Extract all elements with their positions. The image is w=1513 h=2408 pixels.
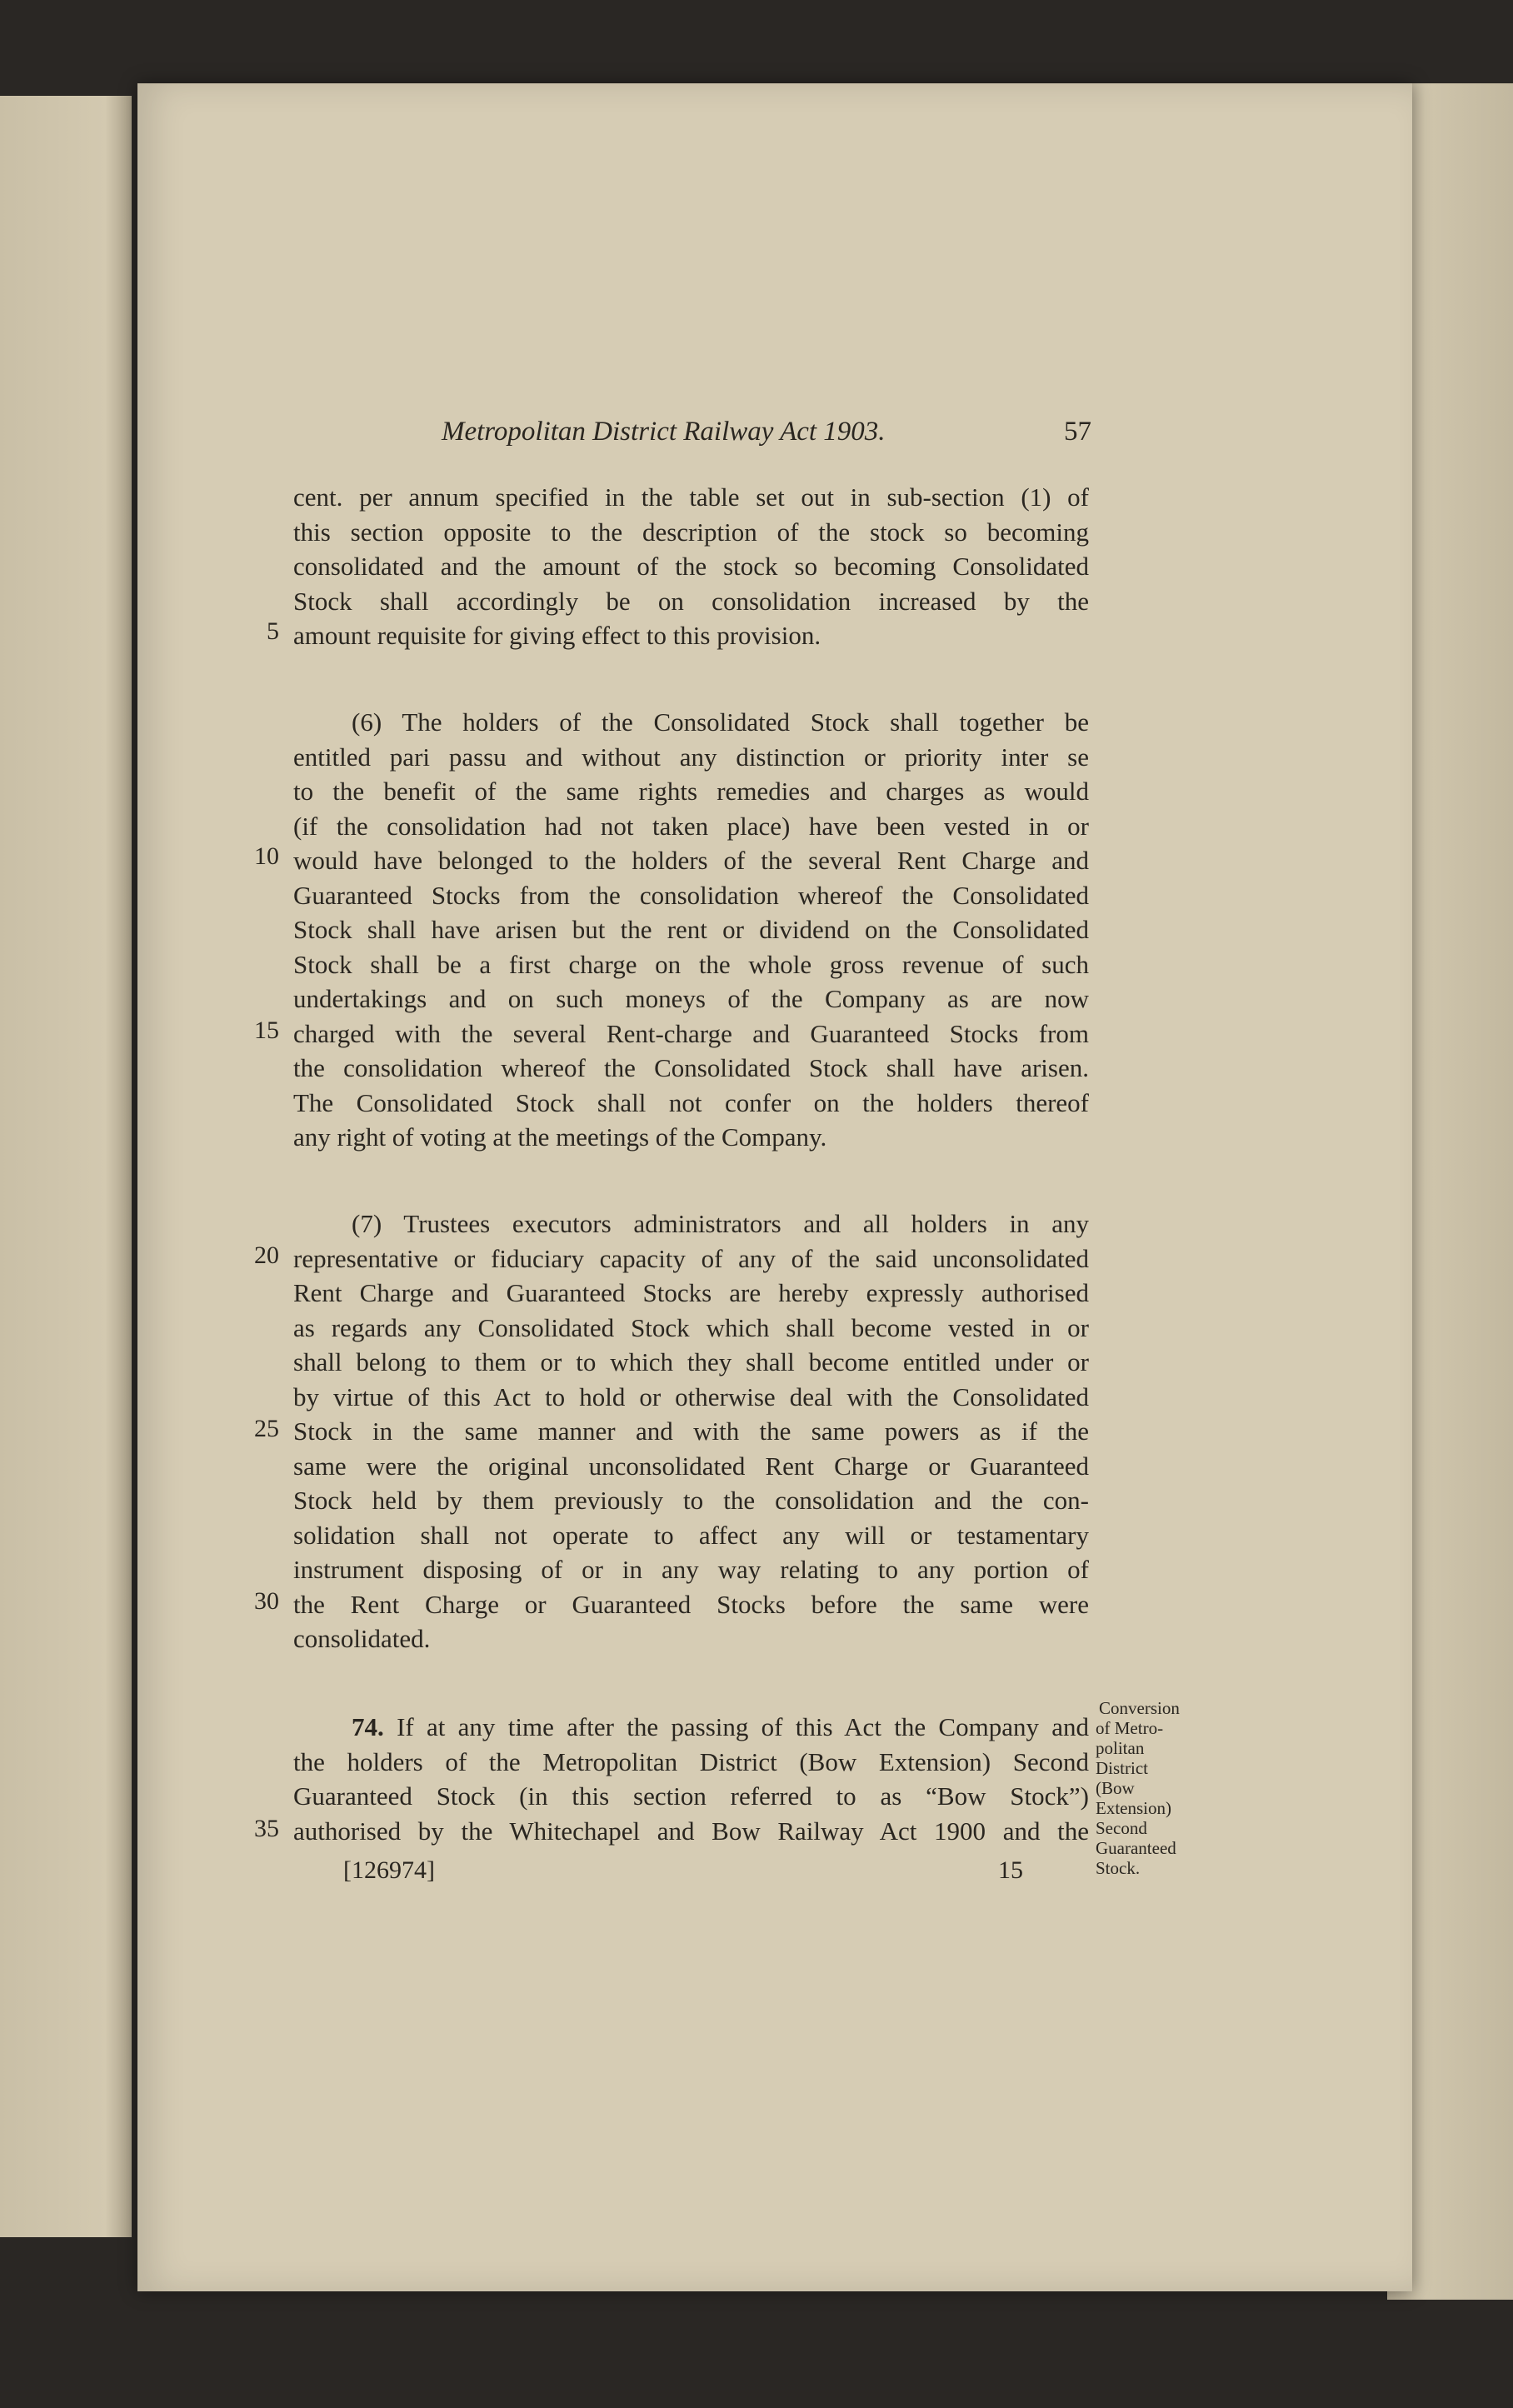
text-line: (if the consolidation had not taken place) have been vested in or (293, 811, 1089, 841)
line-number-5: 5 (267, 617, 279, 645)
line-number-35: 35 (254, 1815, 279, 1842)
text-line: entitled pari passu and without any distinction or priority inter se (293, 742, 1089, 772)
text-line: solidation shall not operate to affect any will or testamentary (293, 1520, 1089, 1550)
text-line (293, 1710, 1089, 1745)
text-line: the consolidation whereof the Consolidated Stock shall have arisen. (293, 1053, 1089, 1082)
text-line: authorised by the Whitechapel and Bow Railway Act 1900 and the (293, 1816, 1089, 1846)
text-line: by virtue of this Act to hold or otherwise deal with the Consolidated (293, 1381, 1089, 1411)
running-header (442, 413, 1091, 450)
text-line: consolidated. (293, 1624, 431, 1653)
subsection-6 (293, 705, 1089, 1155)
text-line: Rent Charge and Guaranteed Stocks are hereby expressly authorised (293, 1278, 1089, 1307)
section-number: 74. (352, 1712, 384, 1741)
margin-note-line: District (1096, 1758, 1148, 1778)
text-line: (7) Trustees executors administrators and all holders in any (352, 1209, 1089, 1238)
text-line: the Rent Charge or Guaranteed Stocks before the same were (293, 1589, 1089, 1619)
margin-note-line: Guaranteed (1096, 1838, 1176, 1858)
text-line: Stock held by them previously to the consolidation and the con- (293, 1486, 1089, 1515)
text-line: undertakings and on such moneys of the Company as are now (293, 984, 1089, 1013)
text-line: any right of voting at the meetings of the Company. (293, 1122, 827, 1152)
text-line: this section opposite to the description of the stock so becoming (293, 517, 1089, 547)
text-line: shall belong to them or to which they shall become entitled under or (293, 1347, 1089, 1376)
margin-note-line: of Metro- (1096, 1718, 1164, 1738)
text-line: representative or fiduciary capacity of any of the said unconsolidated (293, 1243, 1089, 1273)
text-line: to the benefit of the same rights remedies and charges as would (293, 777, 1089, 806)
line-number-30: 30 (254, 1587, 279, 1615)
header-page-number: 57 (1064, 417, 1091, 447)
line-number-15: 15 (254, 1017, 279, 1044)
text-line: instrument disposing of or in any way relating to any portion of (293, 1555, 1089, 1584)
section-74 (293, 1710, 1089, 1848)
text-line: charged with the several Rent-charge and Guaranteed Stocks from (293, 1018, 1089, 1048)
subsection-7 (293, 1206, 1089, 1656)
margin-note (1096, 1698, 1237, 1878)
text-line: the holders of the Metropolitan District (Bow Extension) Second (293, 1746, 1089, 1776)
text-line: Stock shall be a first charge on the whole gross revenue of such (293, 949, 1089, 979)
line-number-10: 10 (254, 842, 279, 870)
header-title: Metropolitan District Railway Act 1903. (442, 417, 886, 447)
text-line: Guaranteed Stocks from the consolidation whereof the Consolidated (293, 880, 1089, 910)
section-74-first-line: If at any time after the passing of this Act the Company and (397, 1712, 1090, 1741)
text-line: consolidated and the amount of the stock so becoming Consolidated (293, 552, 1089, 581)
text-line: The Consolidated Stock shall not confer on the holders thereof (293, 1087, 1089, 1117)
text-line: Guaranteed Stock (in this section referred to as “Bow Stock”) (293, 1781, 1089, 1811)
margin-note-line: (Bow (1096, 1778, 1135, 1798)
text-line: (6) The holders of the Consolidated Stock shall together be (352, 707, 1089, 737)
text-line: same were the original unconsolidated Rent Charge or Guaranteed (293, 1451, 1089, 1481)
text-line: amount requisite for giving effect to this provision. (293, 621, 821, 650)
paragraph-continuation (293, 480, 1089, 653)
margin-note-line: Second (1096, 1818, 1147, 1838)
margin-note-line: politan (1096, 1738, 1145, 1758)
text-line: as regards any Consolidated Stock which shall become vested in or (293, 1312, 1089, 1342)
print-code: [126974] (343, 1856, 435, 1884)
text-line: cent. per annum specified in the table set out in sub-section (1) of (293, 482, 1089, 512)
margin-note-line: Extension) (1096, 1798, 1171, 1818)
left-page-edge (0, 96, 132, 2237)
text-line: Stock shall have arisen but the rent or dividend on the Consolidated (293, 915, 1089, 944)
text-line: Stock in the same manner and with the same powers as if the (293, 1416, 1089, 1446)
margin-note-line: Conversion (1099, 1698, 1180, 1718)
line-number-25: 25 (254, 1415, 279, 1442)
text-line: Stock shall accordingly be on consolidation increased by the (293, 586, 1089, 616)
text-line: would have belonged to the holders of the several Rent Charge and (293, 846, 1089, 875)
margin-note-line: Stock. (1096, 1858, 1141, 1878)
signature-mark: 15 (998, 1856, 1023, 1884)
line-number-20: 20 (254, 1241, 279, 1269)
